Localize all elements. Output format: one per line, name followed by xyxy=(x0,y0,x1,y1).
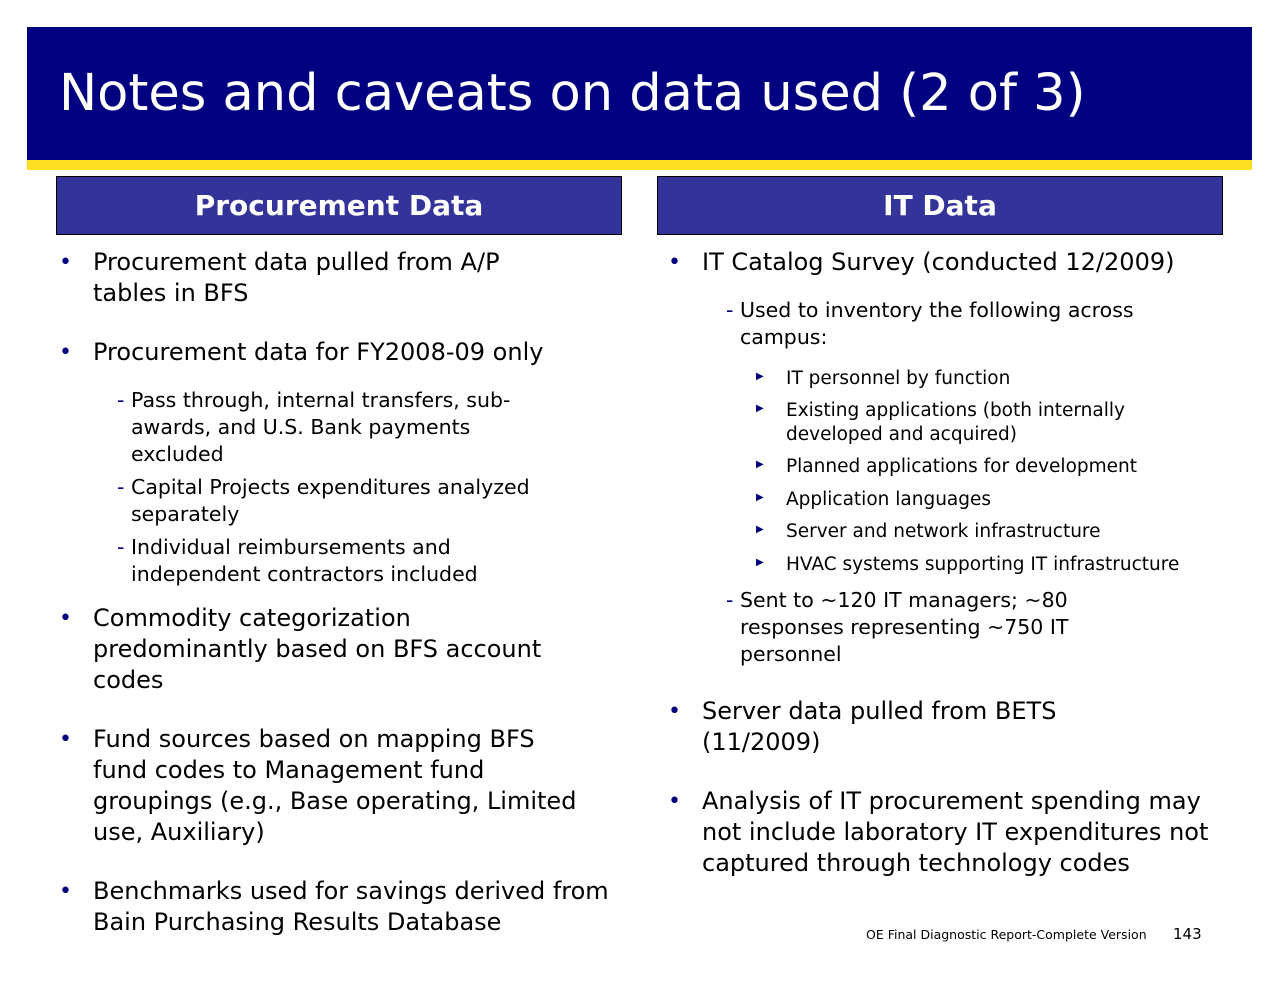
dash-icon: - xyxy=(726,298,734,322)
sub-sub-bullet-item xyxy=(756,553,1196,577)
bullet-text: Analysis of IT procurement spending may not include laboratory IT expenditures not captured through technology codes xyxy=(702,787,1209,877)
sub-bullet-text: Pass through, internal transfers, sub-awards, and U.S. Bank payments excluded xyxy=(131,388,511,466)
dash-icon: - xyxy=(117,388,125,412)
sub-sub-bullet-text: Server and network infrastructure xyxy=(786,521,1101,542)
sub-bullet-item xyxy=(726,587,1130,668)
sub-sub-bullet-item xyxy=(756,520,1196,544)
sub-bullet-item xyxy=(117,474,567,528)
triangle-arrow-icon: ▶ xyxy=(756,557,764,568)
bullet-icon: • xyxy=(59,340,72,365)
bullet-icon: • xyxy=(668,789,681,814)
bullet-text: Commodity categorization predominantly based on BFS account codes xyxy=(93,604,542,694)
sub-bullet-list xyxy=(726,297,1180,668)
sub-bullet-text: Sent to ~120 IT managers; ~80 responses representing ~750 IT personnel xyxy=(740,588,1069,666)
slide-title: Notes and caveats on data used (2 of 3) xyxy=(59,64,1086,123)
procurement-bullet-list xyxy=(59,247,619,938)
bullet-icon: • xyxy=(59,606,72,631)
it-data-column xyxy=(668,247,1238,879)
bullet-icon: • xyxy=(59,250,72,275)
sub-sub-bullet-list xyxy=(756,367,1196,577)
sub-bullet-list xyxy=(117,387,567,588)
triangle-arrow-icon: ▶ xyxy=(756,403,764,414)
triangle-arrow-icon: ▶ xyxy=(756,459,764,470)
page-number: 143 xyxy=(1173,925,1202,943)
dash-icon: - xyxy=(117,475,125,499)
it-bullet-list xyxy=(668,247,1238,879)
dash-icon: - xyxy=(726,588,734,612)
sub-sub-bullet-item xyxy=(756,367,1196,391)
bullet-icon: • xyxy=(668,250,681,275)
bullet-icon: • xyxy=(59,879,72,904)
sub-bullet-item xyxy=(117,387,567,468)
procurement-data-column xyxy=(59,247,619,938)
sub-bullet-text: Used to inventory the following across campus: xyxy=(740,298,1134,349)
sub-sub-bullet-text: Existing applications (both internally developed and acquired) xyxy=(786,400,1125,445)
sub-sub-bullet-item xyxy=(756,399,1156,447)
sub-bullet-text: Individual reimbursements and independent contractors included xyxy=(131,535,478,586)
bullet-icon: • xyxy=(59,727,72,752)
sub-sub-bullet-item xyxy=(756,488,1196,512)
bullet-text: Procurement data for FY2008-09 only xyxy=(93,338,544,366)
sub-bullet-item xyxy=(726,297,1180,577)
sub-sub-bullet-text: Planned applications for development xyxy=(786,456,1138,477)
bullet-text: Benchmarks used for savings derived from Bain Purchasing Results Database xyxy=(93,877,609,936)
bullet-text: Fund sources based on mapping BFS fund codes to Management fund groupings (e.g., Base operating, Limited use, Auxiliary) xyxy=(93,725,577,846)
procurement-data-header: Procurement Data xyxy=(56,176,622,235)
footer-report-label: OE Final Diagnostic Report-Complete Version xyxy=(866,927,1147,942)
sub-bullet-item xyxy=(117,534,521,588)
title-accent-rule xyxy=(27,160,1252,170)
triangle-arrow-icon: ▶ xyxy=(756,524,764,535)
sub-sub-bullet-text: IT personnel by function xyxy=(786,368,1011,389)
dash-icon: - xyxy=(117,535,125,559)
bullet-item xyxy=(668,247,1238,668)
triangle-arrow-icon: ▶ xyxy=(756,371,764,382)
sub-sub-bullet-text: Application languages xyxy=(786,489,992,510)
bullet-item xyxy=(668,786,1222,879)
sub-sub-bullet-text: HVAC systems supporting IT infrastructure xyxy=(786,554,1180,575)
bullet-item xyxy=(668,696,1162,758)
bullet-item xyxy=(59,247,563,309)
bullet-item xyxy=(59,876,619,938)
bullet-item xyxy=(59,337,619,588)
bullet-icon: • xyxy=(668,699,681,724)
it-data-header: IT Data xyxy=(657,176,1223,235)
bullet-text: Procurement data pulled from A/P tables in BFS xyxy=(93,248,500,307)
triangle-arrow-icon: ▶ xyxy=(756,492,764,503)
bullet-text: IT Catalog Survey (conducted 12/2009) xyxy=(702,248,1175,276)
bullet-item xyxy=(59,603,593,696)
bullet-item xyxy=(59,724,593,848)
bullet-text: Server data pulled from BETS (11/2009) xyxy=(702,697,1057,756)
sub-sub-bullet-item xyxy=(756,455,1196,479)
sub-bullet-text: Capital Projects expenditures analyzed separately xyxy=(131,475,530,526)
